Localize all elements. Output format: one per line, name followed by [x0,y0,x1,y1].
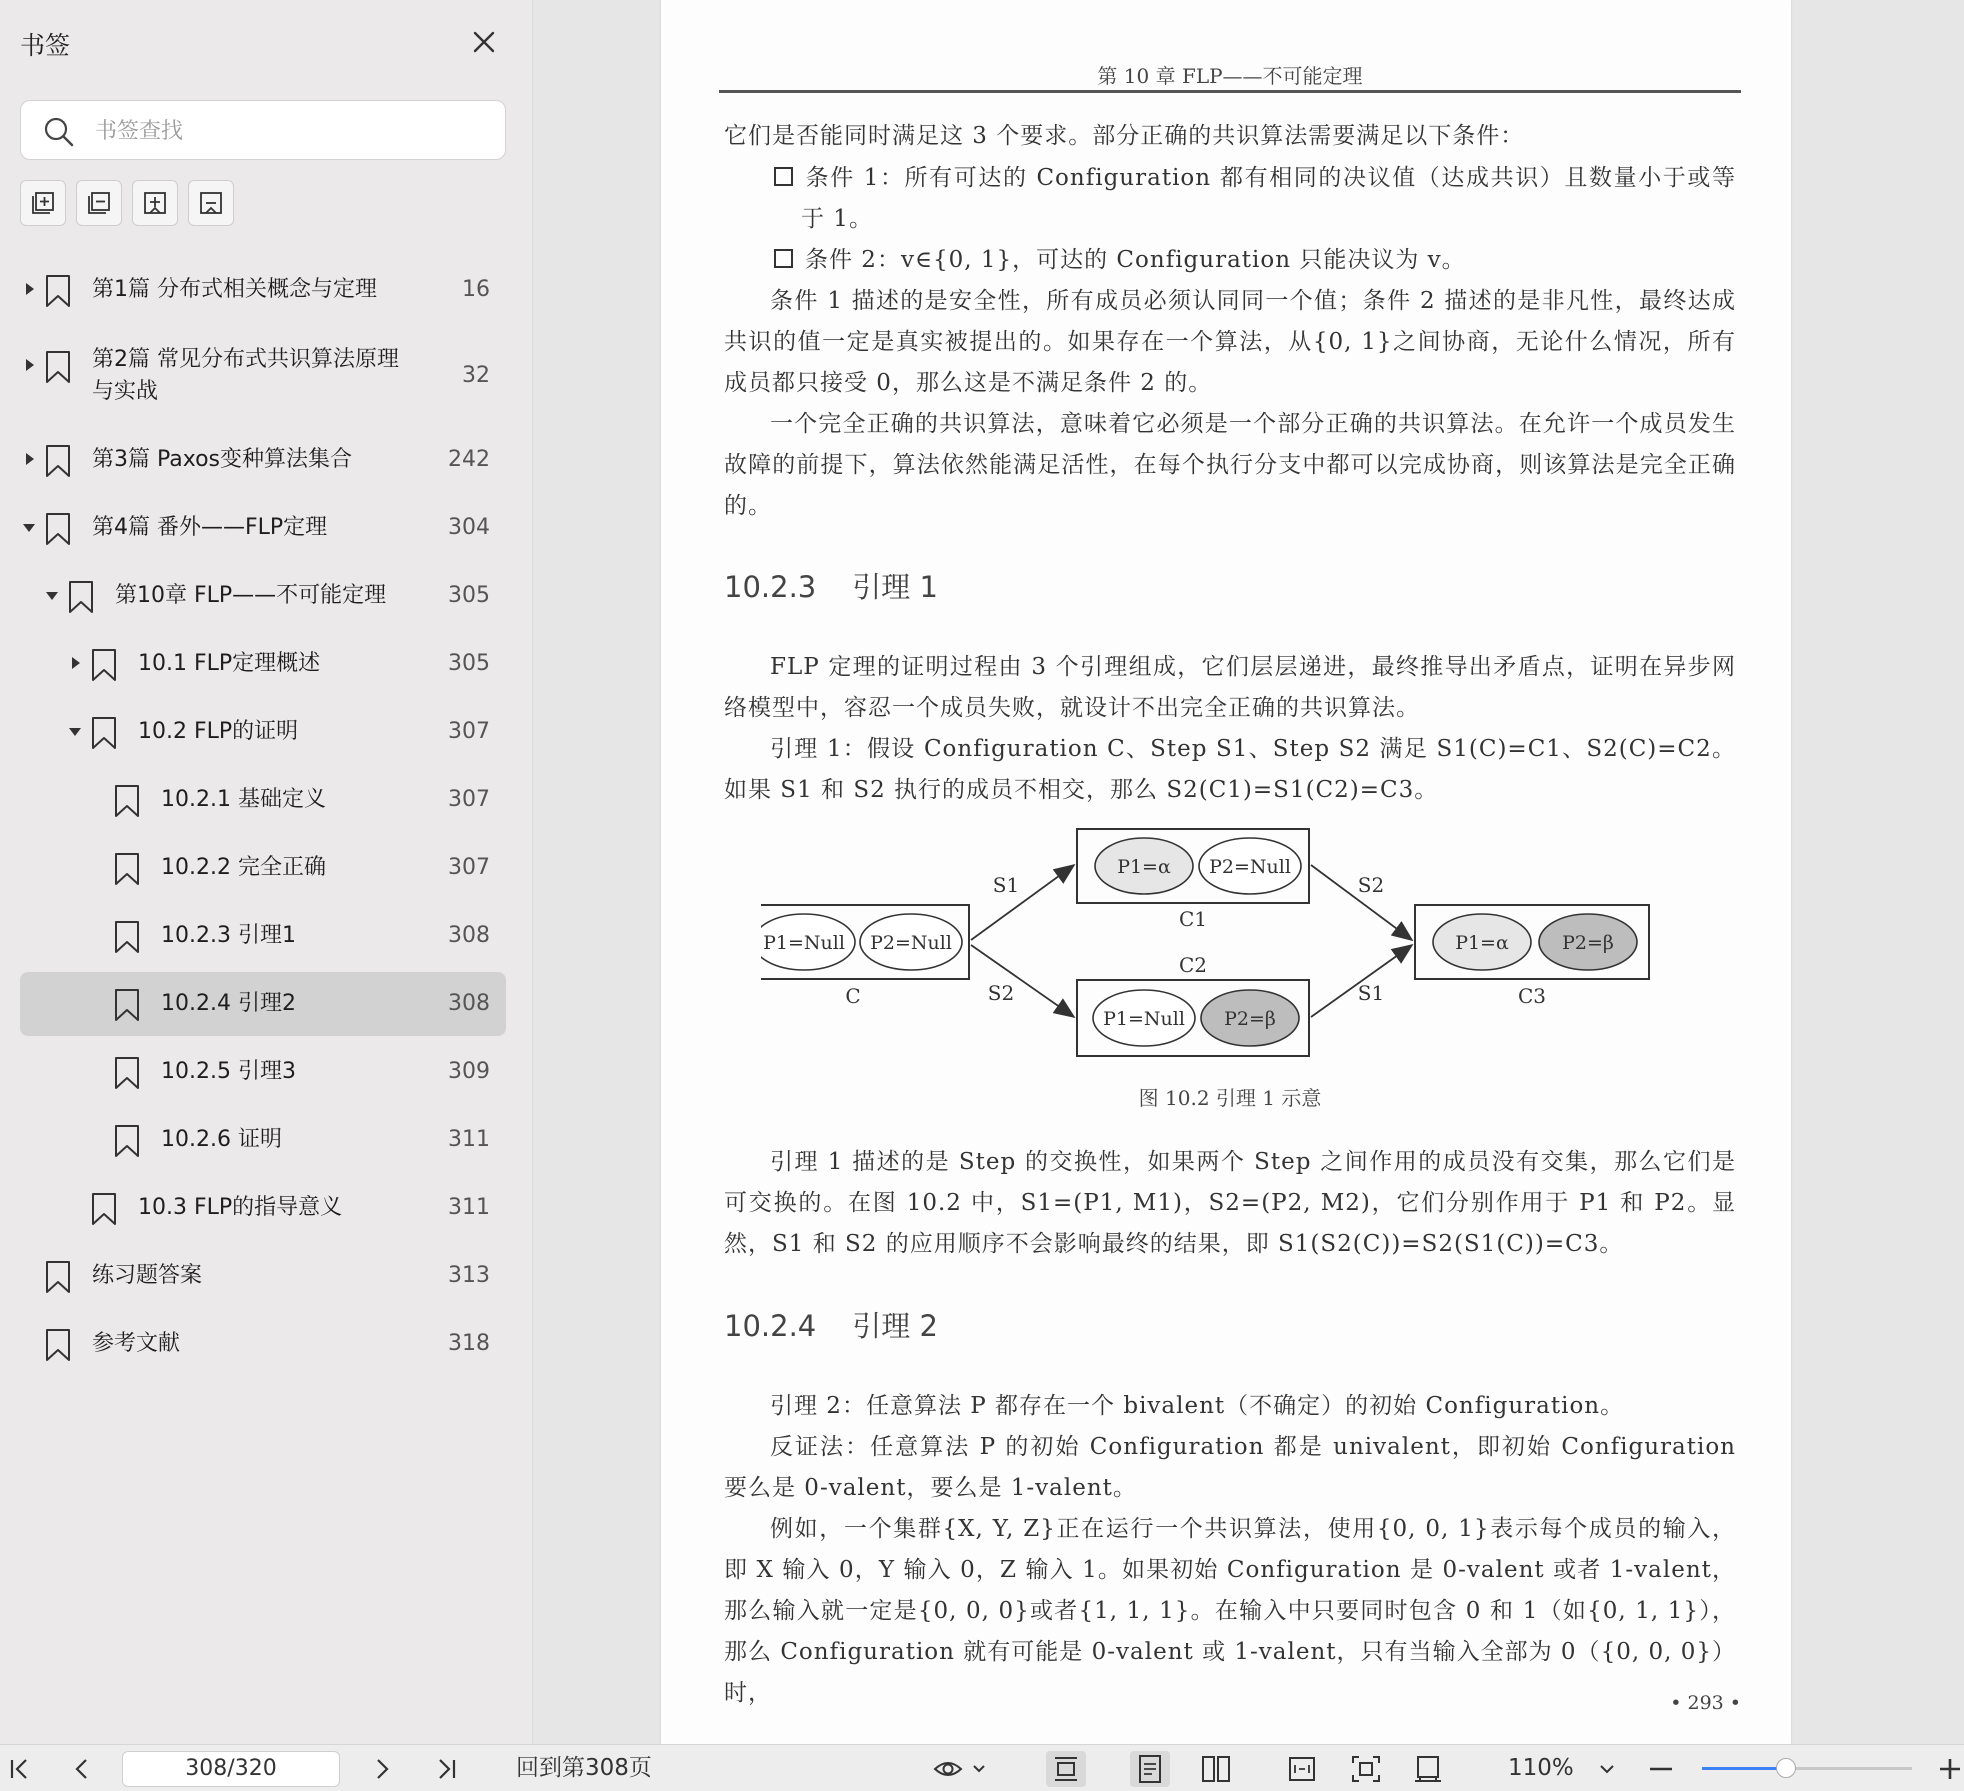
bookmark-icon [67,580,95,614]
rotate-view-button[interactable] [1410,1753,1446,1785]
bookmark-icon [113,784,141,818]
bookmark-flag-icon [198,190,224,216]
close-panel-button[interactable] [466,24,502,60]
lemma1-figure [761,820,1721,1080]
bookmark-item[interactable] [20,700,506,764]
page-frame-icon [1410,1753,1446,1785]
bookmark-label [161,852,326,884]
bookmark-label [138,1192,342,1224]
condition-1 [774,158,1736,240]
bookmark-label [92,444,352,476]
bookmark-page-number: 318 [448,1331,490,1356]
bookmark-icon [90,716,118,750]
s1-label-bottom: S1 [1357,981,1385,1005]
bookmark-item[interactable] [20,564,506,628]
paragraph: 引理 2：任意算法 P 都存在一个 bivalent（不确定）的初始 Configuration。 [770,1393,1625,1419]
bookmark-item[interactable] [20,258,506,322]
header-rule [719,90,1741,93]
bookmark-icon [113,852,141,886]
bookmark-icon [113,1124,141,1158]
zoom-slider-fill [1702,1767,1786,1770]
bookmark-page-number: 308 [448,991,490,1016]
bookmark-search-box[interactable] [20,100,506,160]
bookmark-label [92,344,399,408]
bookmark-label-line: 10.1 FLP定理概述 [138,651,321,676]
collapse-all-button[interactable] [76,180,122,226]
condition-2 [774,240,1736,281]
bookmark-label [92,1328,180,1360]
search-icon [43,116,75,148]
bookmark-label [138,716,298,748]
bookmark-icon [113,920,141,954]
bookmark-label-line: 10.2.2 完全正确 [161,855,326,880]
bookmark-label-line: 10.2.5 引理3 [161,1059,296,1084]
triangle-right-icon[interactable] [20,280,38,298]
bookmark-item[interactable] [20,334,506,420]
s2-label-top: S2 [1357,873,1385,897]
first-page-icon [4,1753,36,1785]
bookmark-item[interactable] [20,632,506,696]
bookmark-label [161,920,296,952]
c-p2-label: P2=Null [870,932,952,954]
c3-caption: C3 [1517,984,1547,1008]
fit-width-icon [1284,1753,1320,1785]
chevron-down-icon [1592,1753,1622,1785]
bookmark-label-line: 10.3 FLP的指导意义 [138,1195,343,1220]
paragraph: 反证法：任意算法 P 的初始 Configuration 都是 univalent，即初始 Configuration 要么是 0-valent，要么是 1-valent。 [724,1434,1736,1501]
page-number-input[interactable]: 308/320 [122,1751,340,1787]
zoom-dropdown[interactable] [1592,1753,1622,1785]
bookmark-label-line: 10.2.4 引理2 [161,991,296,1016]
bookmark-page-number: 32 [462,363,490,388]
bookmark-item[interactable] [20,768,506,832]
triangle-right-icon[interactable] [20,450,38,468]
minus-icon [1646,1753,1676,1785]
bookmark-label [161,988,296,1020]
last-page-button[interactable] [430,1753,462,1785]
bookmark-label-line: 第3篇 Paxos变种算法集合 [92,447,353,472]
add-bookmark-button[interactable] [132,180,178,226]
bookmark-label-line: 第1篇 分布式相关概念与定理 [92,277,377,302]
paragraph: 条件 1 描述的是安全性，所有成员必须认同同一个值；条件 2 描述的是非凡性，最终达成共识的值一定是真实被提出的。如果存在一个算法，从{0, 1}之间协商，无论什么情况，所有成员都只接受 0，那么这是不满足条件 2 的。 [724,288,1736,396]
bookmark-page-number: 304 [448,515,490,540]
chevron-left-icon [66,1753,98,1785]
paragraph: FLP 定理的证明过程由 3 个引理组成，它们层层递进，最终推导出矛盾点，证明在异步网络模型中，容忍一个成员失败，就设计不出完全正确的共识算法。 [724,654,1736,721]
running-head: 第 10 章 FLP——不可能定理 [1097,64,1363,88]
bookmark-icon [44,444,72,478]
fit-width-button[interactable] [1284,1753,1320,1785]
bookmark-item[interactable] [20,1108,506,1172]
bookmark-icon [44,1260,72,1294]
paragraph: 它们是否能同时满足这 3 个要求。部分正确的共识算法需要满足以下条件： [724,123,1525,149]
pdf-page [661,0,1791,1744]
bottom-toolbar [0,1744,1964,1791]
bookmark-label-line: 第2篇 常见分布式共识算法原理 [92,347,399,372]
view-mode-dropdown[interactable] [932,1753,994,1785]
paragraph: 引理 1：假设 Configuration C、Step S1、Step S2 满足 S1(C)=C1、S2(C)=C2。如果 S1 和 S2 执行的成员不相交，那么 S2(C1)=S1(C2)=C3。 [724,736,1736,803]
bookmark-label [161,784,326,816]
bookmark-label [161,1124,282,1156]
expand-all-icon [30,190,56,216]
bookmark-icon [90,1192,118,1226]
c1-caption: C1 [1178,907,1208,931]
expand-all-button[interactable] [20,180,66,226]
section-heading-10-2-4 [724,1304,938,1345]
c-caption: C [845,984,861,1008]
arrow-c-c1 [971,865,1074,940]
bookmark-page-number: 311 [448,1127,490,1152]
two-page-icon [1196,1753,1236,1785]
section-heading-10-2-3 [724,565,938,606]
bookmark-page-number: 305 [448,651,490,676]
bookmark-page-number: 16 [462,277,490,302]
bookmark-icon [90,648,118,682]
continuous-scroll-button[interactable] [1046,1751,1086,1787]
bookmark-label-line: 第10章 FLP——不可能定理 [115,583,387,608]
bookmark-label [92,512,327,544]
bookmark-label [115,580,386,612]
paragraph: 引理 1 描述的是 Step 的交换性，如果两个 Step 之间作用的成员没有交集，那么它们是可交换的。在图 10.2 中，S1=(P1, M1)，S2=(P2, M2)，它们分别作用于 P1 和 P2。显然，S1 和 S2 的应用顺序不会影响最终的结果，即 S1(S2(C))=S2(S1(C))=C3。 [724,1149,1736,1257]
heading-title: 引理 2 [852,1309,938,1343]
checkbox-bullet-icon [774,167,793,186]
single-page-icon [1130,1751,1170,1787]
triangle-right-icon[interactable] [20,356,38,374]
c2-p1-label: P1=Null [1103,1008,1185,1030]
close-icon [466,24,502,60]
zoom-slider-knob[interactable] [1776,1758,1796,1778]
paragraph: 例如，一个集群{X, Y, Z}正在运行一个共识算法，使用{0, 0, 1}表示每个成员的输入，即 X 输入 0，Y 输入 0，Z 输入 1。如果初始 Configuration 是 0-valent 或者 1-valent，那么输入就一定是{0, 0, 0}或者{1, 1, 1}。在输入中只要同时包含 0 和 1（如{0, 1, 1}），那么 Configuration 就有可能是 0-valent 或 1-valent，只有当输入全部为 0（{0, 0, 0}）时， [724,1516,1736,1706]
bookmark-icon [44,512,72,546]
checkbox-bullet-icon [774,249,793,268]
add-bookmark-icon [142,190,168,216]
condition-1-text: 条件 1：所有可达的 Configuration 都有相同的决议值（达成共识）且数量小于或等于 1。 [801,165,1736,232]
bookmark-icon [113,1056,141,1090]
next-page-button[interactable] [366,1753,398,1785]
panel-title: 书签 [20,31,71,60]
heading-title: 引理 1 [852,570,938,604]
bookmark-label-line: 与实战 [92,379,159,404]
return-to-page-link[interactable]: 回到第308页 [516,1755,652,1781]
bookmark-item[interactable] [20,836,506,900]
c2-p2-label: P2=β [1224,1008,1276,1030]
zoom-level[interactable]: 110% [1508,1755,1574,1781]
c1-p1-label: P1=α [1117,856,1171,878]
fit-page-icon [1348,1753,1384,1785]
bookmark-item[interactable] [20,1312,506,1376]
c3-p1-label: P1=α [1455,932,1509,954]
bookmark-panel [0,0,533,1744]
bookmark-item[interactable] [20,972,506,1036]
bookmark-page-number: 307 [448,855,490,880]
bookmark-item[interactable] [20,496,506,560]
paragraph: 一个完全正确的共识算法，意味着它必须是一个部分正确的共识算法。在允许一个成员发生故障的前提下，算法依然能满足活性，在每个执行分支中都可以完成协商，则该算法是完全正确的。 [724,411,1736,519]
previous-page-button[interactable] [66,1753,98,1785]
chevron-right-icon [366,1753,398,1785]
bookmark-search-input[interactable] [93,111,487,151]
bookmark-item[interactable] [20,904,506,968]
single-page-button[interactable] [1130,1751,1170,1787]
bookmark-current-button[interactable] [188,180,234,226]
bookmark-page-number: 307 [448,719,490,744]
continuous-scroll-icon [1046,1751,1086,1787]
s2-label-bottom: S2 [987,981,1015,1005]
eye-icon [932,1753,994,1785]
bookmark-item[interactable] [20,1176,506,1240]
zoom-out-button[interactable] [1646,1753,1676,1785]
plus-icon [1936,1753,1964,1785]
bookmark-page-number: 242 [448,447,490,472]
c-p1-label: P1=Null [763,932,845,954]
bookmark-label [92,1260,202,1292]
bookmark-label-line: 参考文献 [92,1331,181,1356]
bookmark-item[interactable] [20,1040,506,1104]
first-page-button[interactable] [4,1753,36,1785]
bookmark-icon [44,1328,72,1362]
page-number: • 293 • [1670,1692,1741,1714]
c2-caption: C2 [1178,953,1208,977]
heading-number: 10.2.4 [724,1309,817,1343]
bookmark-label [92,274,377,306]
bookmark-label-line: 10.2.3 引理1 [161,923,296,948]
bookmark-page-number: 305 [448,583,490,608]
last-page-icon [430,1753,462,1785]
bookmark-page-number: 313 [448,1263,490,1288]
triangle-down-icon[interactable] [66,722,84,740]
s1-label-top: S1 [992,873,1020,897]
triangle-down-icon[interactable] [43,586,61,604]
fit-page-button[interactable] [1348,1753,1384,1785]
bookmark-page-number: 311 [448,1195,490,1220]
bookmark-item[interactable] [20,1244,506,1308]
bookmark-label [161,1056,296,1088]
figure-caption: 图 10.2 引理 1 示意 [1138,1086,1322,1110]
bookmark-page-number: 307 [448,787,490,812]
bookmark-label [138,648,320,680]
bookmark-icon [44,350,72,384]
bookmark-label-line: 10.2 FLP的证明 [138,719,299,744]
c1-p2-label: P2=Null [1209,856,1291,878]
condition-2-text: 条件 2：v∈{0, 1}，可达的 Configuration 只能决议为 v。 [805,247,1466,273]
bookmark-label-line: 第4篇 番外——FLP定理 [92,515,328,540]
arrow-c-c2 [971,945,1074,1017]
triangle-right-icon[interactable] [66,654,84,672]
bookmark-icon [44,274,72,308]
bookmark-label-line: 10.2.6 证明 [161,1127,282,1152]
bookmark-label-line: 10.2.1 基础定义 [161,787,326,812]
bookmark-item[interactable] [20,428,506,492]
c3-p2-label: P2=β [1562,932,1614,954]
document-viewport[interactable] [533,0,1964,1744]
zoom-in-button[interactable] [1936,1753,1964,1785]
bookmark-page-number: 309 [448,1059,490,1084]
collapse-all-icon [86,190,112,216]
heading-number: 10.2.3 [724,570,817,604]
bookmark-label-line: 练习题答案 [92,1263,203,1288]
bookmark-page-number: 308 [448,923,490,948]
triangle-down-icon[interactable] [20,518,38,536]
bookmark-icon [113,988,141,1022]
two-page-button[interactable] [1196,1753,1236,1785]
